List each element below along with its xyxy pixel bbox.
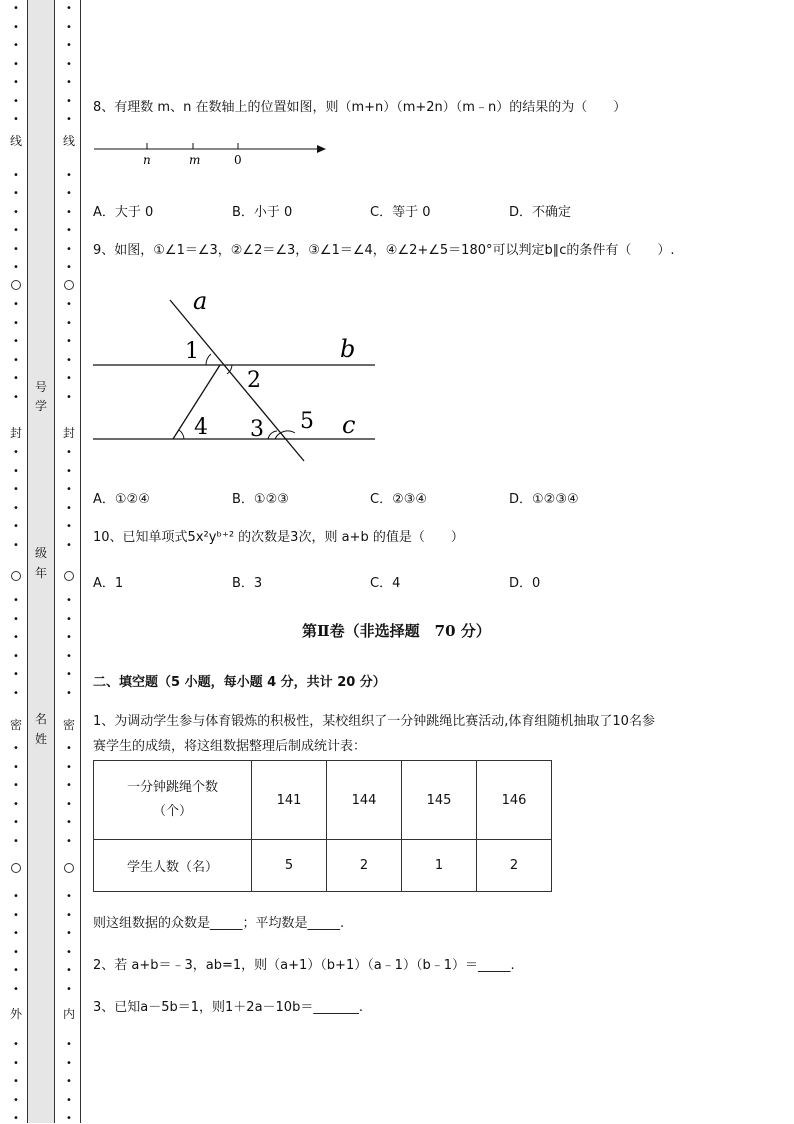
margin-circle-right-3 — [64, 863, 74, 873]
table-cell: 2 — [327, 840, 402, 892]
header-label-line2: （个） — [152, 804, 192, 819]
margin-dot: • — [66, 21, 72, 33]
margin-char-wai: 外 — [9, 1007, 22, 1021]
margin-dot: • — [13, 77, 19, 88]
parallel-lines-figure — [90, 285, 390, 465]
margin-dot: • — [13, 539, 19, 551]
table-cell: 141 — [252, 761, 327, 840]
q8-option-c: C．等于 0 — [370, 205, 431, 220]
margin-dot: • — [66, 521, 72, 532]
q8-option-a: A．大于 0 — [93, 205, 154, 220]
margin-dot: • — [13, 243, 19, 255]
margin-line-left — [27, 0, 28, 1123]
margin-circle-left-2 — [11, 571, 21, 581]
margin-dot: • — [13, 206, 19, 218]
field-char-xing: 姓 — [34, 732, 47, 746]
margin-dot: • — [66, 650, 72, 662]
margin-dot: • — [66, 206, 72, 218]
q9-option-b: B．①②③ — [232, 492, 289, 507]
table-header-cell — [94, 761, 252, 840]
margin-dot: • — [66, 983, 72, 995]
table-cell: 5 — [252, 840, 327, 892]
angle-label-4: 4 — [194, 415, 208, 440]
q10-option-b: B．3 — [232, 576, 263, 591]
margin-dot: • — [13, 484, 19, 495]
margin-dot: • — [13, 1094, 19, 1106]
margin-dot: • — [66, 835, 72, 847]
field-char-xue: 学 — [34, 399, 47, 413]
binding-margin-strip — [27, 0, 54, 1123]
fill-1-text-line1: 1、为调动学生参与体育锻炼的积极性，某校组织了一分钟跳绳比赛活动,体育组随机抽取了10名参 — [93, 714, 655, 729]
label-c: c — [342, 411, 356, 439]
margin-dot: • — [13, 928, 19, 939]
margin-dot: • — [13, 1057, 19, 1069]
label-b: b — [340, 335, 356, 363]
margin-dot: • — [66, 669, 72, 680]
margin-dot: • — [66, 373, 72, 384]
margin-dot: • — [13, 465, 19, 477]
margin-dot: • — [66, 262, 72, 273]
margin-dot: • — [13, 595, 19, 606]
margin-dot: • — [66, 928, 72, 939]
margin-dot: • — [13, 780, 19, 791]
margin-dot: • — [66, 1039, 72, 1050]
fill-3-text: 3、已知a－5b＝1，则1＋2a－10b＝_______. — [93, 1000, 363, 1015]
angle-label-5: 5 — [300, 409, 314, 434]
margin-dot: • — [66, 539, 72, 551]
margin-dot: • — [66, 465, 72, 477]
table-row — [94, 840, 552, 892]
margin-char-feng-left: 封 — [9, 426, 22, 440]
margin-dot: • — [66, 447, 72, 458]
margin-dot: • — [13, 632, 19, 643]
margin-dot: • — [66, 632, 72, 643]
margin-dot: • — [66, 595, 72, 606]
label-zero: 0 — [234, 153, 242, 167]
margin-char-xian-left: 线 — [9, 134, 22, 148]
margin-dot: • — [66, 299, 72, 310]
label-m: m — [189, 153, 201, 167]
field-char-hao: 号 — [34, 380, 47, 394]
margin-dot: • — [66, 909, 72, 921]
fill-1-text-line2: 赛学生的成绩，将这组数据整理后制成统计表： — [93, 739, 367, 754]
q8-option-d: D．不确定 — [509, 205, 572, 220]
margin-dot: • — [13, 946, 19, 958]
margin-dot: • — [13, 1076, 19, 1087]
field-char-ming: 名 — [34, 712, 47, 726]
margin-dot: • — [13, 21, 19, 33]
angle-label-2: 2 — [247, 368, 261, 393]
margin-dot: • — [66, 1057, 72, 1069]
margin-dot: • — [66, 391, 72, 403]
margin-dot: • — [13, 650, 19, 662]
table-cell: 144 — [327, 761, 402, 840]
margin-char-feng-right: 封 — [62, 426, 75, 440]
margin-dot: • — [13, 613, 19, 625]
margin-dot: • — [66, 1076, 72, 1087]
margin-line-middle — [54, 0, 55, 1123]
margin-dot: • — [13, 58, 19, 70]
q9-option-a: A．①②④ — [93, 492, 150, 507]
q9-option-d: D．①②③④ — [509, 492, 579, 507]
margin-dot: • — [13, 965, 19, 976]
number-line-figure — [90, 138, 330, 168]
q10-option-a: A．1 — [93, 576, 124, 591]
q10-option-d: D．0 — [509, 576, 541, 591]
margin-char-xian-right: 线 — [62, 134, 75, 148]
margin-dot: • — [66, 817, 72, 828]
margin-dot: • — [66, 484, 72, 495]
margin-dot: • — [13, 317, 19, 329]
margin-dot: • — [66, 317, 72, 329]
section-2-title: 第Ⅱ卷（非选择题 70 分） — [302, 622, 491, 640]
margin-circle-left-3 — [11, 863, 21, 873]
margin-dot: • — [66, 225, 72, 236]
margin-dot: • — [66, 336, 72, 347]
fill-in-heading: 二、填空题（5 小题，每小题 4 分，共计 20 分） — [93, 675, 386, 690]
margin-dot: • — [66, 40, 72, 51]
margin-dot: • — [13, 336, 19, 347]
margin-dot: • — [13, 817, 19, 828]
margin-char-mi-right: 密 — [62, 718, 75, 732]
margin-dot: • — [66, 3, 72, 14]
q8-option-b: B．小于 0 — [232, 205, 293, 220]
margin-dot: • — [13, 502, 19, 514]
margin-dot: • — [13, 761, 19, 773]
margin-dot: • — [13, 521, 19, 532]
jump-rope-stats-table — [93, 760, 552, 892]
margin-dot: • — [66, 502, 72, 514]
angle-label-3: 3 — [250, 417, 264, 442]
table-cell: 2 — [477, 840, 552, 892]
table-cell: 145 — [402, 761, 477, 840]
margin-dot: • — [66, 95, 72, 107]
margin-dot: • — [66, 77, 72, 88]
margin-dot: • — [13, 687, 19, 699]
margin-dot: • — [13, 669, 19, 680]
label-n: n — [143, 153, 151, 167]
margin-dot: • — [66, 743, 72, 754]
table-cell: 146 — [477, 761, 552, 840]
margin-dot: • — [13, 1039, 19, 1050]
margin-dot: • — [13, 983, 19, 995]
margin-dot: • — [13, 262, 19, 273]
margin-dot: • — [66, 1113, 72, 1124]
margin-char-nei: 内 — [62, 1007, 75, 1021]
margin-line-right — [80, 0, 81, 1123]
header-label-line1: 一分钟跳绳个数 — [126, 780, 218, 795]
margin-dot: • — [66, 58, 72, 70]
margin-dot: • — [66, 1094, 72, 1106]
margin-dot: • — [13, 743, 19, 754]
margin-dot: • — [13, 447, 19, 458]
margin-dot: • — [66, 798, 72, 810]
margin-dot: • — [66, 114, 72, 125]
field-char-nian: 年 — [34, 566, 47, 580]
margin-dot: • — [13, 169, 19, 181]
margin-dot: • — [13, 909, 19, 921]
margin-dot: • — [13, 391, 19, 403]
field-char-ji: 级 — [34, 546, 47, 560]
margin-dot: • — [66, 687, 72, 699]
margin-dot: • — [66, 761, 72, 773]
fill-2-text: 2、若 a+b＝﹣3，ab=1，则（a+1）（b+1）（a﹣1）（b﹣1）＝_____. — [93, 958, 515, 973]
margin-dot: • — [66, 169, 72, 181]
q9-option-c: C．②③④ — [370, 492, 428, 507]
angle-label-1: 1 — [185, 339, 199, 364]
question-8-text: 8、有理数 m、n 在数轴上的位置如图，则（m+n）（m+2n）（m﹣n）的结果的为（ ） — [93, 100, 627, 115]
margin-circle-left-1 — [11, 280, 21, 290]
margin-dot: • — [13, 835, 19, 847]
table-row-label: 学生人数（名） — [94, 840, 252, 892]
margin-dot: • — [66, 354, 72, 366]
margin-dot: • — [13, 3, 19, 14]
margin-circle-right-2 — [64, 571, 74, 581]
margin-dot: • — [66, 243, 72, 255]
q10-option-c: C．4 — [370, 576, 401, 591]
margin-dot: • — [66, 965, 72, 976]
question-10-text: 10、已知单项式5x²yᵇ⁺² 的次数是3次，则 a+b 的值是（ ） — [93, 530, 464, 545]
margin-dot: • — [66, 946, 72, 958]
margin-dot: • — [13, 373, 19, 384]
margin-dot: • — [13, 354, 19, 366]
label-a: a — [193, 287, 208, 315]
margin-dot: • — [66, 613, 72, 625]
margin-dot: • — [13, 95, 19, 107]
margin-dot: • — [66, 188, 72, 199]
margin-circle-right-1 — [64, 280, 74, 290]
margin-dot: • — [13, 188, 19, 199]
margin-dot: • — [13, 114, 19, 125]
margin-dot: • — [13, 1113, 19, 1124]
table-row — [94, 761, 552, 840]
margin-dot: • — [13, 299, 19, 310]
table-cell: 1 — [402, 840, 477, 892]
margin-dot: • — [13, 798, 19, 810]
margin-dot: • — [13, 40, 19, 51]
margin-dot: • — [66, 891, 72, 902]
margin-dot: • — [13, 225, 19, 236]
question-9-text: 9、如图，①∠1＝∠3，②∠2＝∠3，③∠1＝∠4，④∠2+∠5＝180°可以判定b∥c的条件有（ ）. — [93, 243, 675, 258]
margin-char-mi-left: 密 — [9, 718, 22, 732]
fill-1-answer: 则这组数据的众数是_____；平均数是_____. — [93, 916, 345, 931]
margin-dot: • — [66, 780, 72, 791]
margin-dot: • — [13, 891, 19, 902]
